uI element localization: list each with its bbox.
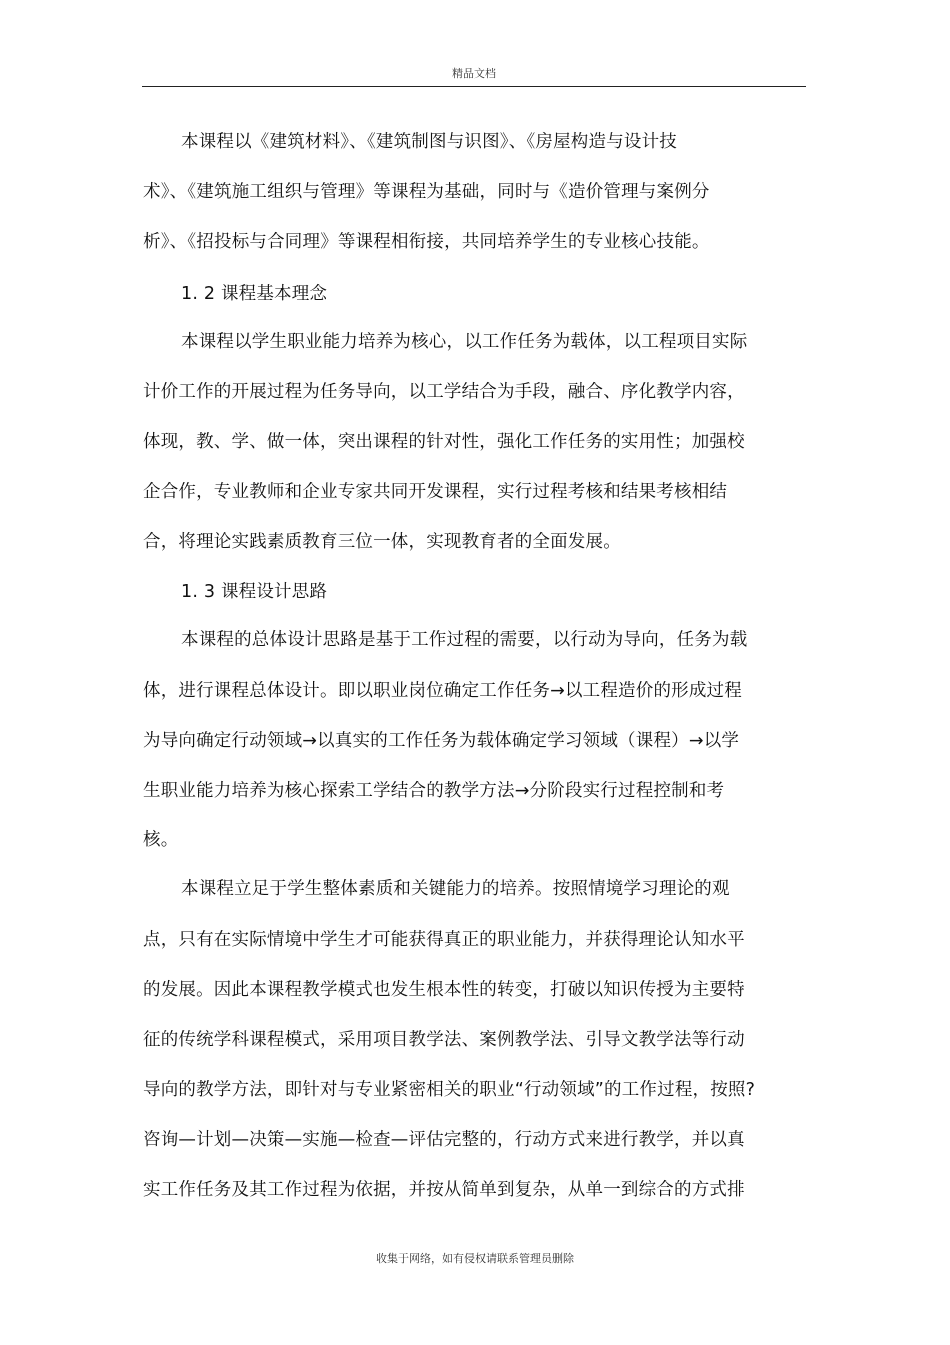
text-line: 企合作，专业教师和企业专家共同开发课程，实行过程考核和结果考核相结 — [143, 482, 728, 502]
text-line: 核。 — [143, 830, 179, 850]
text-line: 析》、《招投标与合同理》等课程相衔接，共同培养学生的专业核心技能。 — [143, 232, 710, 252]
text-line: 体，进行课程总体设计。即以职业岗位确定工作任务→以工程造价的形成过程 — [143, 681, 742, 701]
header-text: 精品文档 — [452, 67, 496, 80]
text-line: 导向的教学方法，即针对与专业紧密相关的职业“行动领域”的工作过程，按照? — [143, 1080, 756, 1100]
text-line: 生职业能力培养为核心探索工学结合的教学方法→分阶段实行过程控制和考 — [143, 781, 725, 801]
text-line: 点，只有在实际情境中学生才可能获得真正的职业能力，并获得理论认知水平 — [143, 930, 745, 950]
page-footer — [0, 1251, 950, 1267]
text-line: 实工作任务及其工作过程为依据，并按从简单到复杂，从单一到综合的方式排 — [143, 1180, 745, 1200]
text-line: 体现，教、学、做一体，突出课程的针对性，强化工作任务的实用性；加强校 — [143, 432, 745, 452]
text-line: 征的传统学科课程模式，采用项目教学法、案例教学法、引导文教学法等行动 — [143, 1030, 745, 1050]
text-line: 术》、《建筑施工组织与管理》等课程为基础，同时与《造价管理与案例分 — [143, 182, 710, 202]
page-header — [142, 66, 806, 87]
text-line: 本课程立足于学生整体素质和关键能力的培养。按照情境学习理论的观 — [181, 879, 730, 899]
text-line: 本课程以《建筑材料》、《建筑制图与识图》、《房屋构造与设计技 — [181, 132, 677, 152]
text-line: 合，将理论实践素质教育三位一体，实现教育者的全面发展。 — [143, 532, 621, 552]
text-line: 本课程以学生职业能力培养为核心，以工作任务为载体，以工程项目实际 — [181, 332, 748, 352]
section-heading: 1. 3 课程设计思路 — [181, 582, 328, 602]
text-line: 计价工作的开展过程为任务导向，以工学结合为手段，融合、序化教学内容， — [143, 382, 745, 402]
text-line: 咨询—计划—决策—实施—检查—评估完整的，行动方式来进行教学，并以真 — [143, 1130, 745, 1150]
section-heading: 1. 2 课程基本理念 — [181, 284, 328, 304]
text-line: 的发展。因此本课程教学模式也发生根本性的转变，打破以知识传授为主要特 — [143, 980, 745, 1000]
footer-text: 收集于网络，如有侵权请联系管理员删除 — [376, 1252, 574, 1265]
text-line: 本课程的总体设计思路是基于工作过程的需要，以行动为导向，任务为载 — [181, 630, 748, 650]
text-line: 为导向确定行动领域→以真实的工作任务为载体确定学习领域（课程）→以学 — [143, 731, 740, 751]
